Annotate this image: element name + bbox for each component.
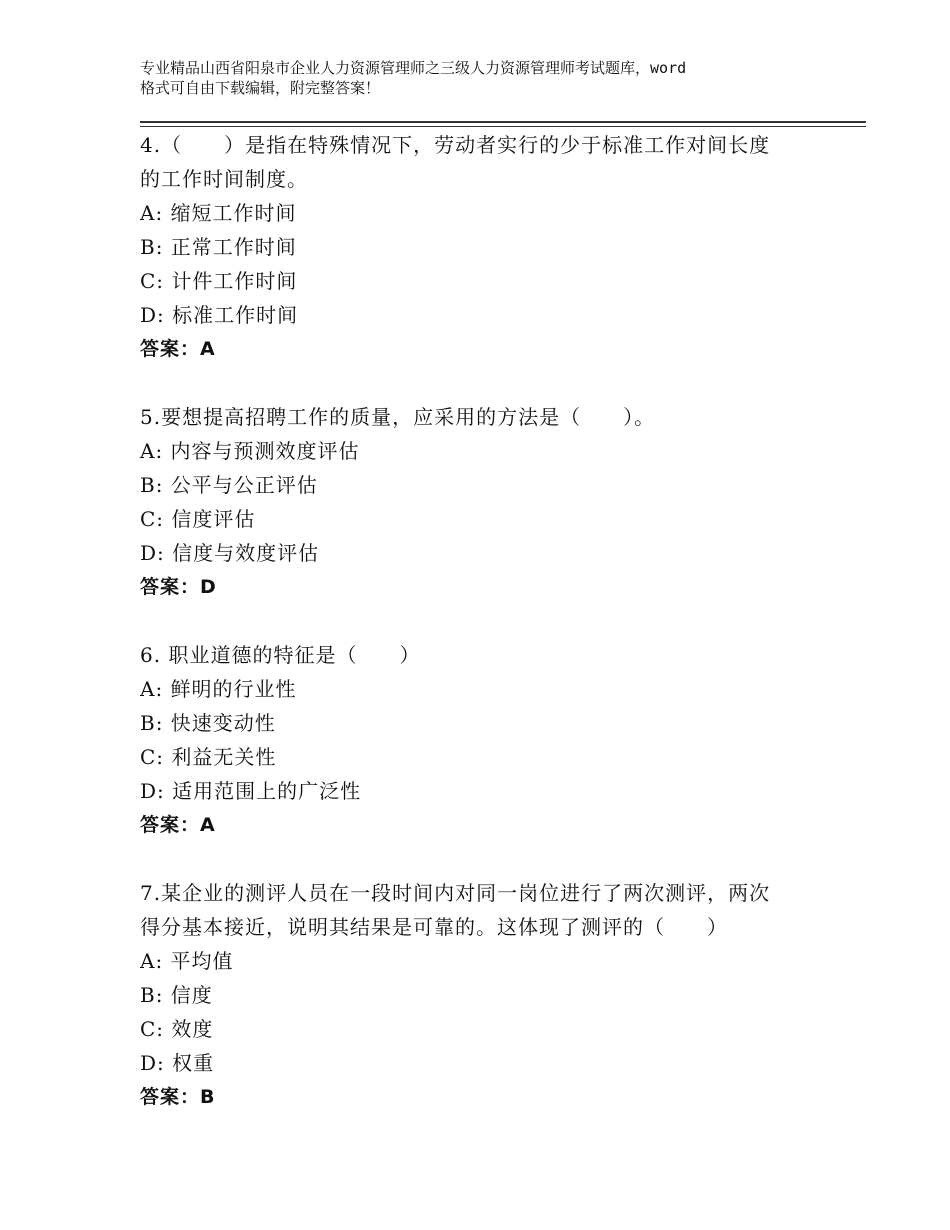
question-list	[140, 128, 840, 1148]
question-stem-line: 6. 职业道德的特征是（ ）	[140, 643, 421, 667]
option-b: B: 信度	[140, 983, 213, 1007]
header-divider-thick	[140, 121, 866, 123]
option-b: B: 正常工作时间	[140, 235, 297, 259]
option-a: A: 内容与预测效度评估	[140, 439, 360, 463]
question-stem-line: 的工作时间制度。	[140, 167, 308, 191]
option-b: B: 快速变动性	[140, 711, 276, 735]
option-d: D: 标准工作时间	[140, 303, 299, 327]
option-a: A: 鲜明的行业性	[140, 677, 297, 701]
option-d: D: 权重	[140, 1051, 215, 1075]
question-6	[140, 638, 840, 842]
answer-label: 答案：A	[140, 814, 216, 836]
question-stem-line: 4.（ ）是指在特殊情况下，劳动者实行的少于标准工作对间长度	[140, 133, 771, 157]
question-4	[140, 128, 840, 366]
header-line-1: 专业精品山西省阳泉市企业人力资源管理师之三级人力资源管理师考试题库，word	[140, 59, 687, 77]
question-7	[140, 876, 840, 1114]
header-divider-thin	[140, 126, 866, 127]
option-c: C: 计件工作时间	[140, 269, 298, 293]
question-stem-line: 5.要想提高招聘工作的质量，应采用的方法是（ ）。	[140, 405, 656, 429]
question-5	[140, 400, 840, 604]
option-c: C: 利益无关性	[140, 745, 277, 769]
option-a: A: 缩短工作时间	[140, 201, 297, 225]
option-d: D: 适用范围上的广泛性	[140, 779, 362, 803]
option-c: C: 信度评估	[140, 507, 256, 531]
option-b: B: 公平与公正评估	[140, 473, 318, 497]
question-stem-line: 得分基本接近，说明其结果是可靠的。这体现了测评的（ ）	[140, 915, 728, 939]
answer-label: 答案：D	[140, 576, 217, 598]
answer-label: 答案：A	[140, 338, 216, 360]
option-c: C: 效度	[140, 1017, 214, 1041]
option-a: A: 平均值	[140, 949, 234, 973]
option-d: D: 信度与效度评估	[140, 541, 320, 565]
header-line-2: 格式可自由下载编辑，附完整答案！	[140, 79, 381, 97]
document-header	[140, 58, 840, 98]
question-stem-line: 7.某企业的测评人员在一段时间内对同一岗位进行了两次测评，两次	[140, 881, 771, 905]
answer-label: 答案：B	[140, 1086, 216, 1108]
